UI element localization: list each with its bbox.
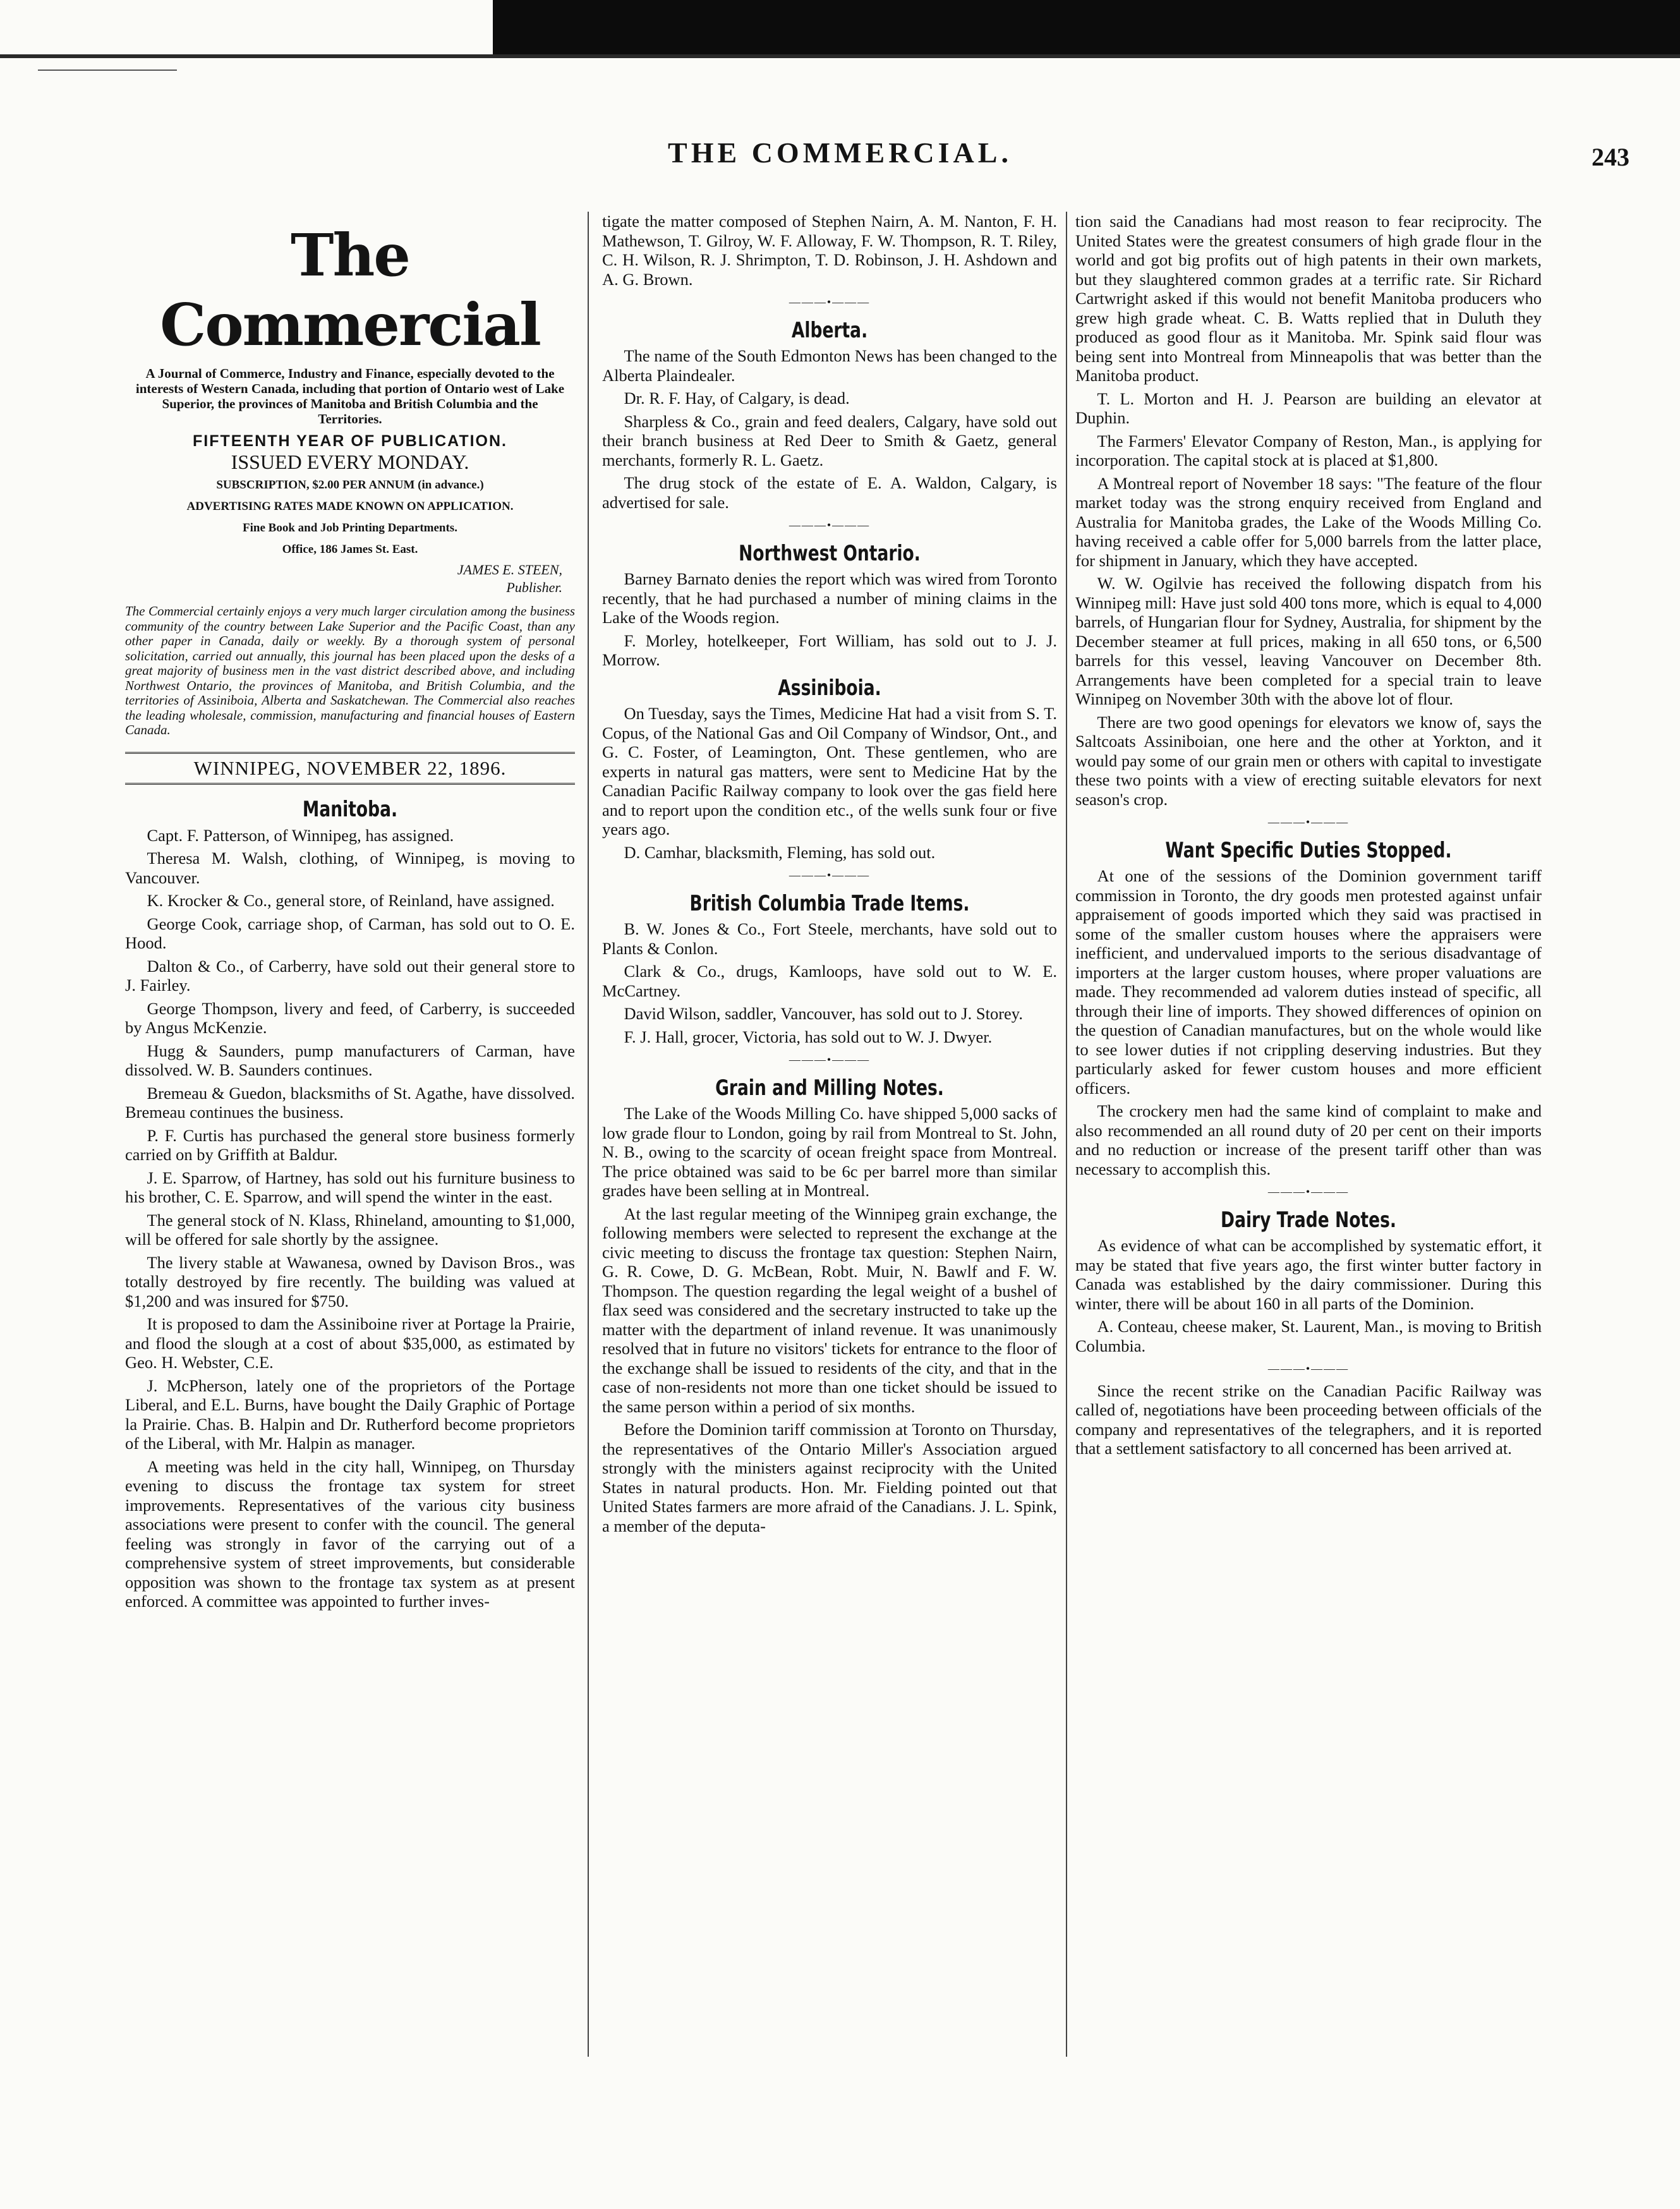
section-heading-northwest-ontario: Northwest Ontario. — [739, 540, 921, 566]
article-paragraph: George Cook, carriage shop, of Carman, has sold out to O. E. Hood. — [125, 914, 575, 952]
publisher-name: JAMES E. STEEN, — [457, 562, 562, 578]
article-paragraph: A Montreal report of November 18 says: "The feature of the flour market today was the strong enquiry received from England and Australia for Manitoba grades, the Lake of the Woods Milling Co. having received a cable offer for 5,000 barrels from the latter place, for shipment in January, which they have accepted. — [1075, 473, 1542, 570]
article-paragraph: David Wilson, saddler, Vancouver, has sold out to J. Storey. — [624, 1004, 1023, 1023]
section-separator — [602, 866, 1057, 885]
article-paragraph: J. McPherson, lately one of the proprietors of the Portage Liberal, and E.L. Burns, have bought the Daily Graphic of Portage la Prairie. Chas. B. Halpin and Dr. Rutherford become proprietors of the Liberal, with Mr. Halpin as manager. — [125, 1376, 575, 1453]
article-paragraph: K. Krocker & Co., general store, of Reinland, have assigned. — [147, 891, 555, 910]
article-paragraph: T. L. Morton and H. J. Pearson are building an elevator at Duphin. — [1075, 389, 1542, 427]
masthead-year: FIFTEENTH YEAR OF PUBLICATION. — [193, 432, 507, 450]
article-paragraph: The crockery men had the same kind of complaint to make and also recommended an all round duty of 20 per cent on their imports and no reduction or increase of the present tariff other than was necessary to accomplish this. — [1075, 1101, 1542, 1178]
running-head — [0, 136, 1680, 180]
column-1 — [125, 212, 575, 1615]
article-paragraph: Sharpless & Co., grain and feed dealers, Calgary, have sold out their branch business at Red Deer to Smith & Gaetz, general merchants, formerly R. L. Gaetz. — [602, 411, 1057, 469]
article-paragraph: The Lake of the Woods Milling Co. have shipped 5,000 sacks of low grade flour to London, going by rail from Montreal to St. John, N. B., owing to the scarcity of ocean freight space from Montreal. The price obtained was said to be 6c per barrel more than similar grades have been selling at in Montreal. — [602, 1104, 1057, 1200]
article-paragraph: There are two good openings for elevators we know of, says the Saltcoats Assiniboian, one here and the other at Yorkton, and it would pay some of our grain men or others with capital to investigate these two points with a view of erecting suitable elevators for next season's crop. — [1075, 712, 1542, 809]
masthead-printing: Fine Book and Job Printing Departments. — [243, 521, 457, 535]
article-paragraph: Since the recent strike on the Canadian Pacific Railway was called of, negotiations have been proceeding between officials of the company and representatives of the telegraphers, and it is reported that a settlement satisfactory to all concerned has been arrived at. — [1075, 1381, 1542, 1458]
page-number: 243 — [1592, 143, 1629, 171]
article-paragraph: Bremeau & Guedon, blacksmiths of St. Agathe, have dissolved. Bremeau continues the business. — [125, 1083, 575, 1122]
article-paragraph: W. W. Ogilvie has received the following dispatch from his Winnipeg mill: Have just sold 400 tons more, which is equal to 4,000 barrels, of Hungarian flour for Sydney, Australia, for shipment by the December steamer at full prices, making in all 650 tons, or 6,500 barrels for this vessel, leaving Vancouver on December 8th. Arrangements have been completed for a special train to leave Winnipeg on November 30th with the above lot of flour. — [1075, 574, 1542, 708]
running-title: THE COMMERCIAL. — [668, 136, 1012, 169]
section-separator — [1075, 813, 1542, 832]
article-paragraph: The name of the South Edmonton News has been changed to the Alberta Plaindealer. — [602, 346, 1057, 385]
article-paragraph: The Farmers' Elevator Company of Reston, Man., is applying for incorporation. The capital stock at is placed at $1,800. — [1075, 431, 1542, 469]
masthead-publisher — [125, 561, 575, 596]
section-heading-bc-trade: British Columbia Trade Items. — [689, 890, 970, 916]
masthead-title: The Commercial — [160, 221, 540, 359]
section-separator — [602, 1050, 1057, 1070]
column-3 — [1075, 212, 1542, 1462]
section-heading-assiniboia: Assiniboia. — [778, 675, 881, 701]
article-paragraph: Theresa M. Walsh, clothing, of Winnipeg, is moving to Vancouver. — [125, 849, 575, 887]
section-separator — [602, 516, 1057, 535]
masthead-advertising: ADVERTISING RATES MADE KNOWN ON APPLICATION. — [186, 500, 514, 513]
section-separator — [1075, 1359, 1542, 1379]
section-heading-grain-milling: Grain and Milling Notes. — [715, 1075, 944, 1101]
article-paragraph: tion said the Canadians had most reason to fear reciprocity. The United States were the greatest consumers of high grade flour in the world and got big profits out of high patents in their own markets, but they slaughtered common grades at a terrific rate. Sir Richard Cartwright asked if this would not benefit Manitoba producers who grew high grade wheat. C. B. Watts replied that in Duluth they produced as good flour as it Manitoba. Mr. Spink said flour was being sent into Montreal from Minneapolis that was better than the Manitoba product. — [1075, 212, 1542, 385]
article-paragraph: tigate the matter composed of Stephen Nairn, A. M. Nanton, F. H. Mathewson, T. Gilroy, W. F. Alloway, F. W. Thompson, R. T. Riley, C. H. Wilson, R. J. Shrimpton, T. D. Robinson, J. H. Ashdown and A. G. Brown. — [602, 212, 1057, 289]
article-paragraph: Clark & Co., drugs, Kamloops, have sold out to W. E. McCartney. — [602, 962, 1057, 1000]
section-heading-specific-duties: Want Specific Duties Stopped. — [1165, 837, 1452, 863]
article-paragraph: D. Camhar, blacksmith, Fleming, has sold out. — [624, 842, 936, 862]
masthead-office: Office, 186 James St. East. — [282, 543, 418, 556]
article-paragraph: Before the Dominion tariff commission at Toronto on Thursday, the representatives of the Ontario Miller's Association argued strongly with the ministers against reciprocity with the United States in natural products. Hon. Mr. Fielding pointed out that United States farmers are more afraid of the Canadians. J. L. Spink, a member of the deputa- — [602, 1420, 1057, 1535]
article-paragraph: Dr. R. F. Hay, of Calgary, is dead. — [624, 389, 850, 408]
article-paragraph: B. W. Jones & Co., Fort Steele, merchants, have sold out to Plants & Conlon. — [602, 919, 1057, 958]
article-paragraph: F. Morley, hotelkeeper, Fort William, has sold out to J. J. Morrow. — [602, 631, 1057, 669]
scan-margin-mark — [38, 70, 177, 96]
masthead-subscription: SUBSCRIPTION, $2.00 PER ANNUM (in advance.) — [216, 478, 484, 492]
article-paragraph: P. F. Curtis has purchased the general store business formerly carried on by Griffith at Baldur. — [125, 1125, 575, 1164]
section-separator — [602, 293, 1057, 312]
masthead-notice: The Commercial certainly enjoys a very much larger circulation among the business community of the country between Lake Superior and the Pacific Coast, than any other paper in Canada, daily or weekly. By a thorough system of personal solicitation, carried out annually, this journal has been placed upon the desks of a great majority of business men in the vast district described above, and including Northwest Ontario, the provinces of Manitoba, and British Columbia, and the territories of Assiniboia, Alberta and Saskatchewan. The Commercial also reaches the leading wholesale, commission, manufacturing and financial houses of Eastern Canada. — [125, 603, 575, 737]
article-paragraph: F. J. Hall, grocer, Victoria, has sold out to W. J. Dwyer. — [624, 1027, 993, 1046]
article-paragraph: Barney Barnato denies the report which was wired from Toronto recently, that he had purchased a number of mining claims in the Lake of the Woods region. — [602, 569, 1057, 627]
article-paragraph: The general stock of N. Klass, Rhineland, amounting to $1,000, will be offered for sale shortly by the assignee. — [125, 1210, 575, 1249]
section-heading-alberta: Alberta. — [791, 317, 868, 343]
publisher-title: Publisher. — [506, 579, 562, 595]
section-heading-manitoba: Manitoba. — [302, 797, 398, 822]
section-heading-dairy: Dairy Trade Notes. — [1221, 1207, 1396, 1233]
article-paragraph: George Thompson, livery and feed, of Carberry, is succeeded by Angus McKenzie. — [125, 998, 575, 1037]
article-paragraph: The livery stable at Wawanesa, owned by Davison Bros., was totally destroyed by fire recently. The building was valued at $1,200 and was insured for $750. — [125, 1252, 575, 1310]
article-paragraph: At the last regular meeting of the Winnipeg grain exchange, the following members were selected to represent the exchange at the civic meeting to discuss the frontage tax question: Stephen Nairn, G. R. Cowe, D. G. McBean, Robt. Muir, N. Bawlf and F. W. Thompson. The question regarding the legal weight of a bushel of flax seed was considered and the secretary instructed to take up the matter with the department of inland revenue. It was unanimously resolved that in future no visitors' tickets for entrance to the floor of the exchange shall be issued to residents of the city, and that in the case of non-residents not more than one ticket should be issued to the same person within a period of six months. — [602, 1204, 1057, 1416]
article-paragraph: Dalton & Co., of Carberry, have sold out their general store to J. Fairley. — [125, 956, 575, 995]
masthead-issued: ISSUED EVERY MONDAY. — [231, 450, 469, 473]
article-paragraph: As evidence of what can be accomplished by systematic effort, it may be stated that five years ago, the first winter butter factory in Canada was established by the dairy commissioner. During this winter, there will be about 160 in all parts of the Dominion. — [1075, 1236, 1542, 1313]
article-paragraph: J. E. Sparrow, of Hartney, has sold out his furniture business to his brother, C. E. Sparrow, and will spend the winter in the east. — [125, 1168, 575, 1206]
article-paragraph: It is proposed to dam the Assiniboine river at Portage la Prairie, and flood the slough at a cost of about $35,000, as estimated by Geo. H. Webster, C.E. — [125, 1314, 575, 1372]
masthead-description: A Journal of Commerce, Industry and Finance, especially devoted to the interests of Western Canada, including that portion of Ontario west of Lake Superior, the provinces of Manitoba and British Columbia and the Territories. — [135, 366, 565, 427]
article-paragraph: On Tuesday, says the Times, Medicine Hat had a visit from S. T. Copus, of the National Gas and Oil Company of Windsor, Ont., and G. C. Foster, of Leamington, Ont. These gentlemen, who are experts in natural gas matters, were sent to Medicine Hat by the Canadian Pacific Railway company to look over the gas field here and to report upon the condition etc., of the wells sunk four or five years ago. — [602, 704, 1057, 838]
article-paragraph: Hugg & Saunders, pump manufacturers of Carman, have dissolved. W. B. Saunders continues. — [125, 1041, 575, 1079]
article-paragraph: A. Conteau, cheese maker, St. Laurent, Man., is moving to British Columbia. — [1075, 1317, 1542, 1355]
scan-edge-streak — [0, 54, 1680, 58]
column-rule — [1066, 212, 1067, 2057]
article-paragraph: A meeting was held in the city hall, Winnipeg, on Thursday evening to discuss the frontage tax system for street improvements. Representatives of the various city business associations were present to confer with the council. The general feeling was strongly in favor of the carrying out of a comprehensive system of street improvements, but considerable opposition was shown to the frontage tax system as at present enforced. A committee was appointed to further inves- — [125, 1456, 575, 1611]
article-paragraph: Capt. F. Patterson, of Winnipeg, has assigned. — [147, 825, 454, 845]
column-2 — [602, 212, 1057, 1539]
column-rule — [588, 212, 589, 2057]
dateline: WINNIPEG, NOVEMBER 22, 1896. — [125, 752, 575, 785]
article-paragraph: At one of the sessions of the Dominion government tariff commission in Toronto, the dry goods men protested against unfair appraisement of goods imported which they said was practised in some of the smaller custom houses where the appraisers were inefficient, and undervalued imports to the serious disadvantage of importers at the larger custom houses, where proper valuations are made. They recommended ad valorem duties instead of specific, all through their line of imports. They showed differences of opinion on the question of Canadian manufactures, but on the whole would like to see lower duties if not crippling deserving industries. But they particularly asked for fewer custom houses and more efficient officers. — [1075, 866, 1542, 1098]
scan-edge-bar — [493, 0, 1680, 54]
section-separator — [1075, 1182, 1542, 1202]
article-paragraph: The drug stock of the estate of E. A. Waldon, Calgary, is advertised for sale. — [602, 473, 1057, 512]
